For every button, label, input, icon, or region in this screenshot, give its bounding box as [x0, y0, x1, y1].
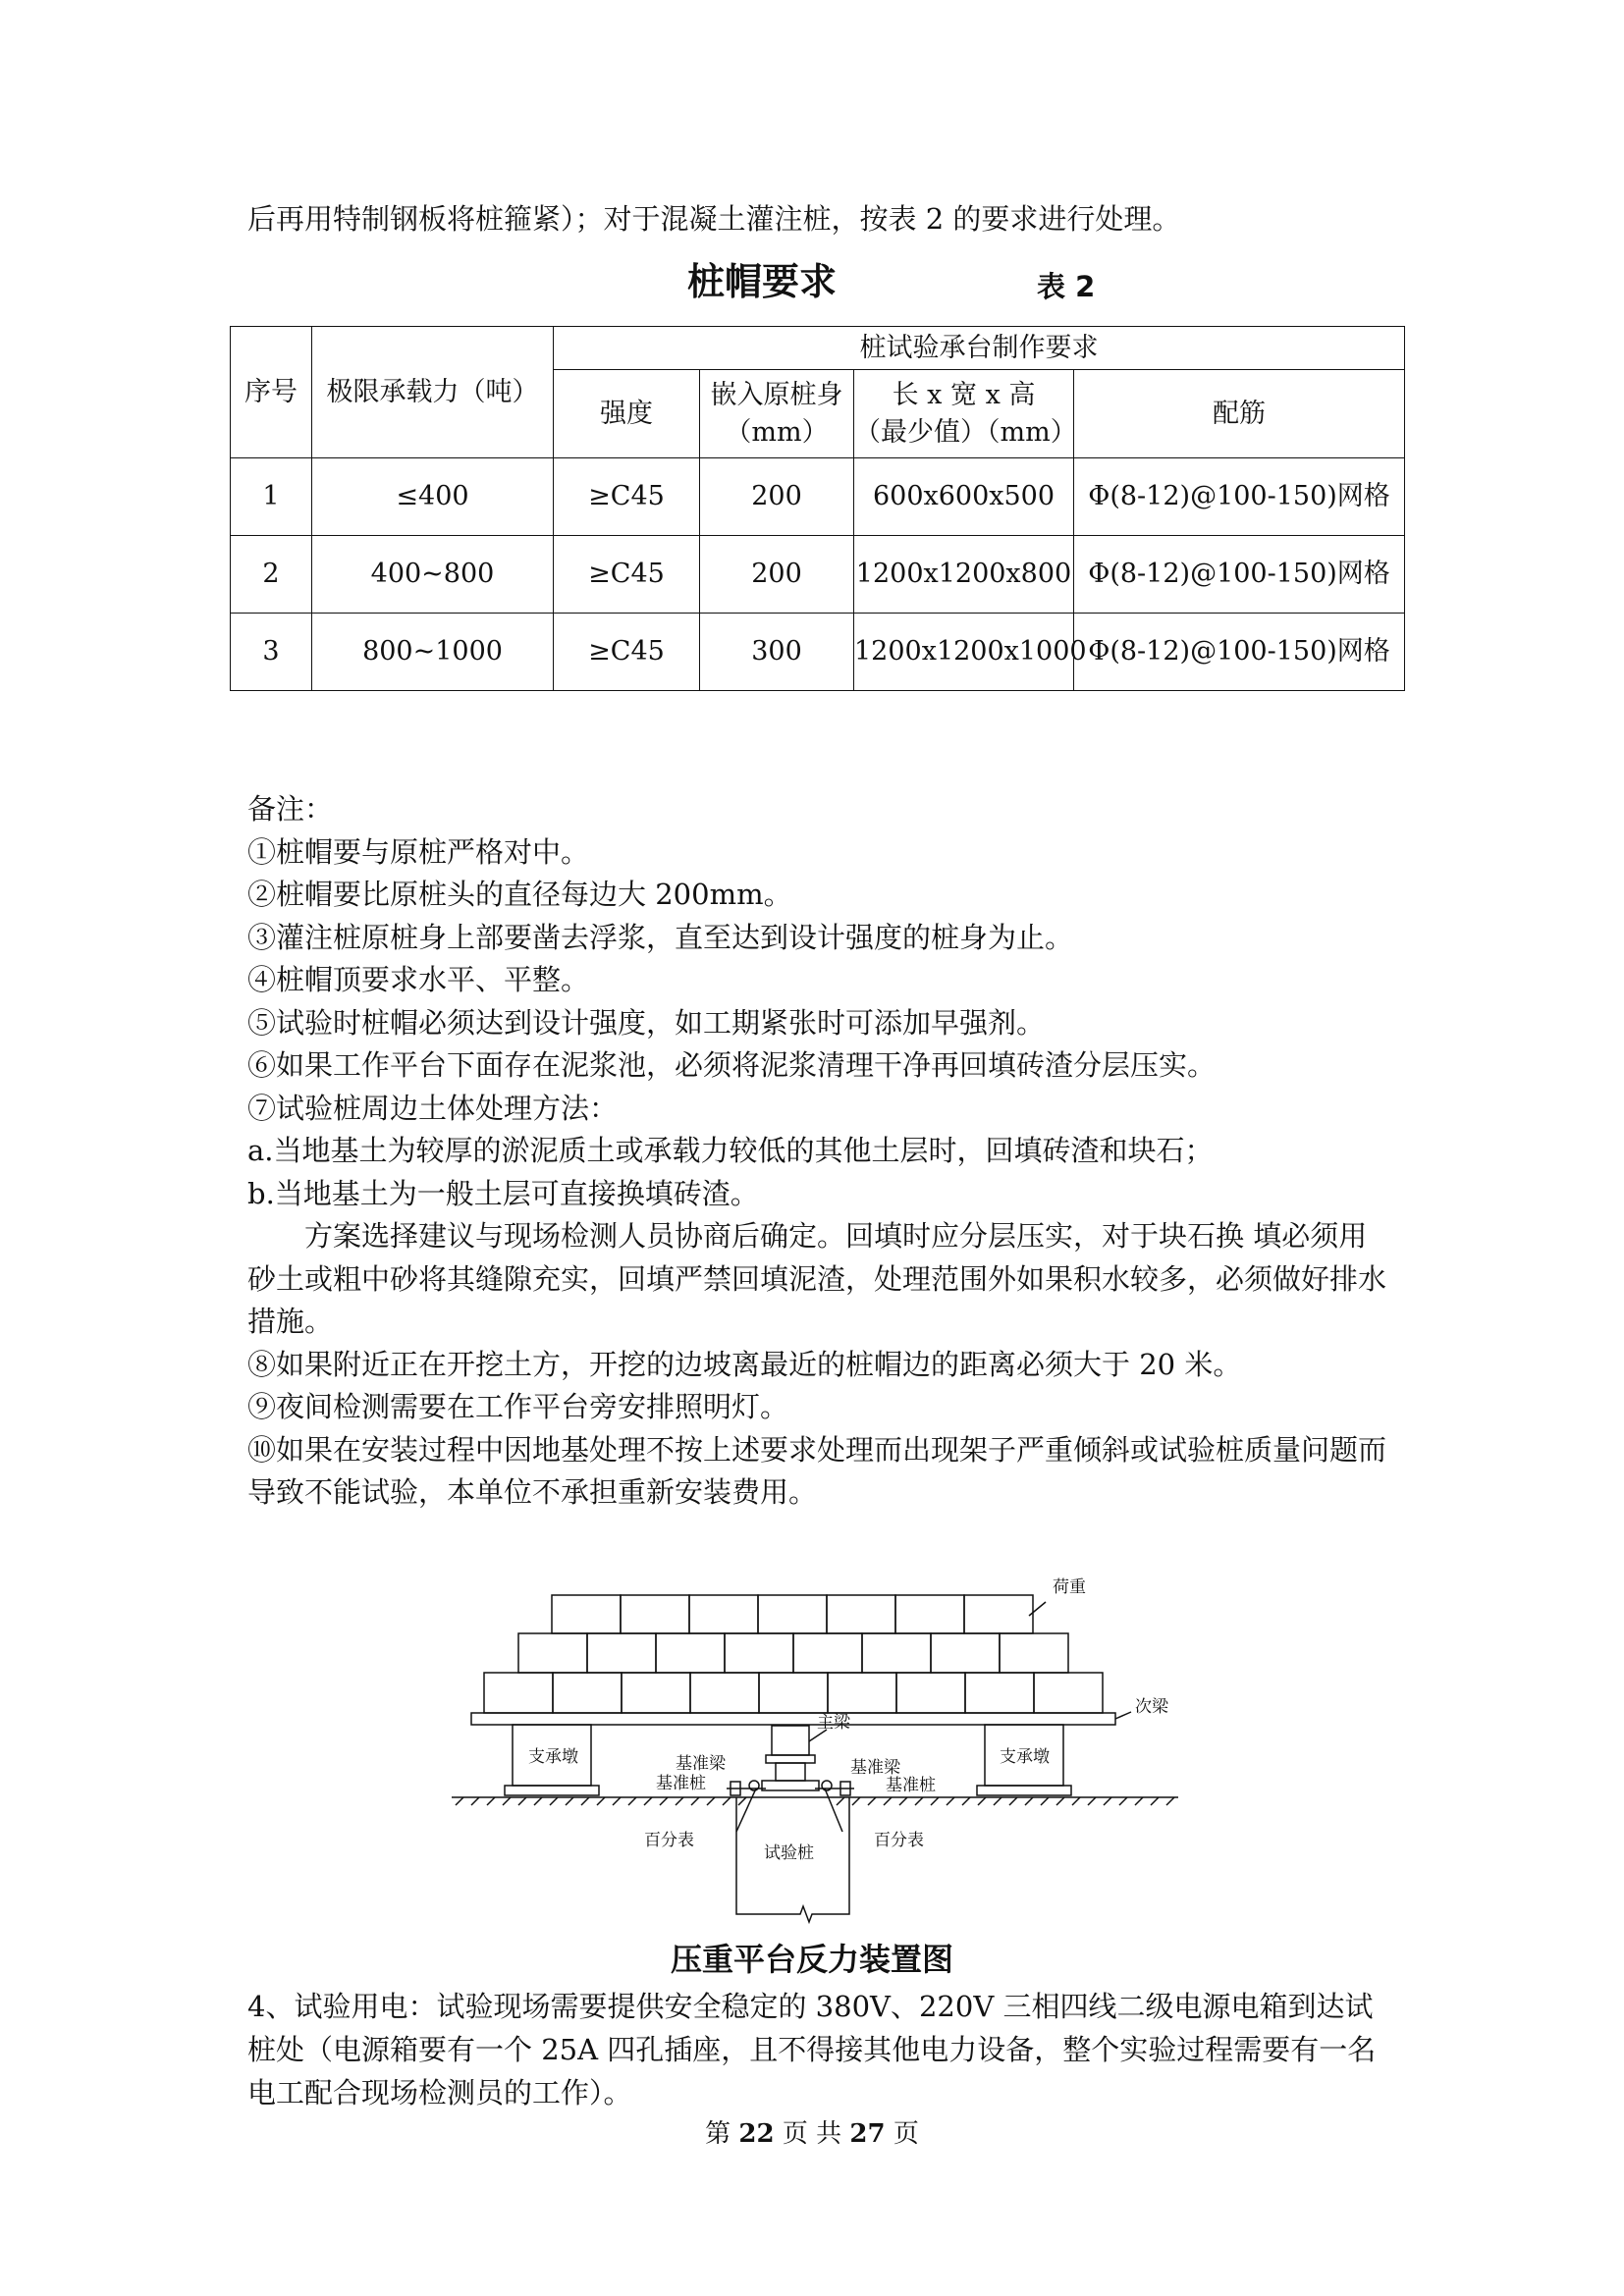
- label-dial-right: 百分表: [874, 1831, 924, 1850]
- main-beam: [762, 1726, 827, 1790]
- reference-beams: [727, 1781, 854, 1832]
- cell-capacity: 800~1000: [312, 614, 554, 691]
- cell-seq: 2: [231, 536, 312, 614]
- cell-strength: ≥C45: [554, 536, 700, 614]
- cell-rebar: Φ(8-12)@100-150)网格: [1074, 458, 1405, 536]
- remark-item: ⑩如果在安装过程中因地基处理不按上述要求处理而出现架子严重倾斜或试验桩质量问题而导致不能试验，本单位不承担重新安装费用。: [247, 1432, 1387, 1509]
- label-dial-left: 百分表: [644, 1831, 694, 1850]
- header-strength: 强度: [554, 370, 700, 458]
- remarks-heading: 备注：: [247, 792, 334, 826]
- remark-item: ⑨夜间检测需要在工作平台旁安排照明灯。: [247, 1390, 789, 1423]
- remark-item: ④桩帽顶要求水平、平整。: [247, 963, 590, 996]
- cell-capacity: 400~800: [312, 536, 554, 614]
- secondary-beam: [471, 1713, 1115, 1725]
- header-group: 桩试验承台制作要求: [554, 327, 1405, 370]
- load-leader-line: [1029, 1602, 1046, 1616]
- table-title: 桩帽要求: [687, 260, 838, 303]
- remark-item: ⑤试验时桩帽必须达到设计强度，如工期紧张时可添加早强剂。: [247, 1005, 1046, 1040]
- pile-cap-requirements-table: [230, 326, 1405, 691]
- load-platform-diagram: [432, 1561, 1198, 1934]
- label-main-beam: 主梁: [817, 1713, 850, 1733]
- cell-strength: ≥C45: [554, 614, 700, 691]
- label-test-pile: 试验桩: [764, 1843, 814, 1863]
- footer-text-before: 第: [705, 2119, 731, 2149]
- label-ref-beam-right: 基准梁: [850, 1758, 900, 1778]
- remarks-section: [247, 788, 1386, 1515]
- footer-text-mid: 页 共: [782, 2119, 842, 2149]
- remark-paragraph: 方案选择建议与现场检测人员协商后确定。回填时应分层压实，对于块石换 填必须用砂土或粗中砂将其缝隙充实，回填严禁回填泥渣，处理范围外如果积水较多，必须做好排水措施。: [247, 1219, 1387, 1338]
- cell-dims: 1200x1200x1000: [854, 614, 1074, 691]
- remark-item: ①桩帽要与原桩严格对中。: [247, 834, 590, 869]
- header-capacity: 极限承载力（吨）: [312, 327, 554, 458]
- supports: [505, 1725, 1071, 1795]
- remark-item: ②桩帽要比原桩头的直径每边大 200mm。: [247, 878, 792, 911]
- cell-dims: 600x600x500: [854, 458, 1074, 536]
- cell-embed: 200: [700, 458, 854, 536]
- remark-item: ⑥如果工作平台下面存在泥浆池，必须将泥浆清理干净再回填砖渣分层压实。: [247, 1048, 1217, 1082]
- label-ref-pile-right: 基准桩: [886, 1776, 936, 1795]
- beam-leader-line: [1115, 1712, 1131, 1719]
- header-dims-line1: 长 x 宽 x 高: [892, 379, 1036, 410]
- label-load: 荷重: [1053, 1577, 1086, 1597]
- table-number-label: 表 2: [1037, 270, 1096, 303]
- header-embed-line2: （mm）: [725, 416, 829, 448]
- header-seq: 序号: [231, 327, 312, 458]
- cell-embed: 200: [700, 536, 854, 614]
- label-ref-beam-left: 基准梁: [676, 1754, 726, 1774]
- label-ref-pile-left: 基准桩: [656, 1774, 706, 1793]
- cell-rebar: Φ(8-12)@100-150)网格: [1074, 614, 1405, 691]
- section-4-power: 4、试验用电：试验现场需要提供安全稳定的 380V、220V 三相四线二级电源电箱到达试桩处（电源箱要有一个 25A 四孔插座，且不得接其他电力设备，整个实验过程需要有一名电工配合现场检测员的工作）。: [247, 1990, 1377, 2109]
- cell-dims: 1200x1200x800: [854, 536, 1074, 614]
- diagram-title: 压重平台反力装置图: [671, 1941, 954, 1978]
- cell-capacity: ≤400: [312, 458, 554, 536]
- footer-text-after: 页: [893, 2119, 919, 2149]
- header-embed: [700, 370, 854, 458]
- label-support-right: 支承墩: [1000, 1747, 1050, 1767]
- footer-page-number: 22: [738, 2119, 775, 2149]
- intro-paragraph: 后再用特制钢板将桩箍紧）；对于混凝土灌注桩，按表 2 的要求进行处理。: [247, 202, 1181, 236]
- ground-line: [452, 1797, 1178, 1805]
- remark-item: b.当地基土为一般土层可直接换填砖渣。: [247, 1176, 759, 1210]
- page-footer: [0, 2116, 1624, 2152]
- remark-item: a.当地基土为较厚的淤泥质土或承载力较低的其他土层时，回填砖渣和块石；: [247, 1134, 1214, 1167]
- header-dims-line2: （最少值）（mm）: [854, 416, 1077, 448]
- load-blocks: [484, 1595, 1103, 1713]
- header-rebar: 配筋: [1074, 370, 1405, 458]
- header-dims: [854, 370, 1077, 458]
- table-row: [231, 614, 1405, 691]
- label-support-left: 支承墩: [528, 1747, 578, 1767]
- table-row: [231, 458, 1405, 536]
- table-row: [231, 536, 1405, 614]
- remark-item: ⑦试验桩周边土体处理方法：: [247, 1091, 619, 1125]
- cell-rebar: Φ(8-12)@100-150)网格: [1074, 536, 1405, 614]
- remark-item: ⑧如果附近正在开挖土方，开挖的边坡离最近的桩帽边的距离必须大于 20 米。: [247, 1347, 1242, 1381]
- header-embed-line1: 嵌入原桩身: [710, 379, 843, 410]
- label-secondary-beam: 次梁: [1135, 1697, 1168, 1717]
- cell-seq: 1: [231, 458, 312, 536]
- cell-seq: 3: [231, 614, 312, 691]
- cell-strength: ≥C45: [554, 458, 700, 536]
- cell-embed: 300: [700, 614, 854, 691]
- footer-total-pages: 27: [849, 2119, 886, 2149]
- remark-item: ③灌注桩原桩身上部要凿去浮浆，直至达到设计强度的桩身为止。: [247, 920, 1074, 954]
